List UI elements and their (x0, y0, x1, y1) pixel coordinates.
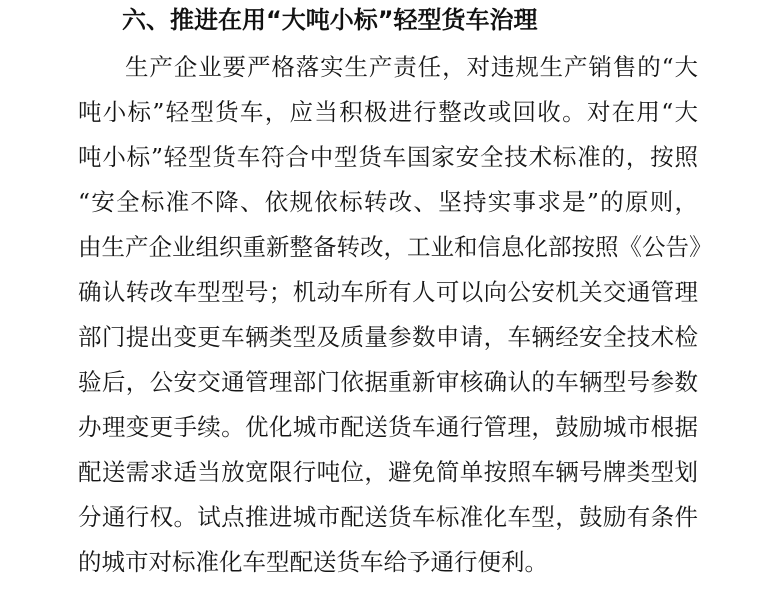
paragraph-line: 由生产企业组织重新整备转改，工业和信息化部按照《公告》 (78, 233, 713, 261)
paragraph-line: 验后，公安交通管理部门依据重新审核确认的车辆型号参数 (78, 368, 698, 396)
paragraph-line: 确认转改车型型号；机动车所有人可以向公安机关交通管理 (78, 278, 698, 306)
paragraph-line: 办理变更手续。优化城市配送货车通行管理，鼓励城市根据 (78, 413, 698, 441)
paragraph-line: 吨小标”轻型货车符合中型货车国家安全技术标准的，按照 (78, 143, 698, 171)
paragraph-line: 生产企业要严格落实生产责任，对违规生产销售的“大 (125, 53, 698, 81)
paragraph-line: 分通行权。试点推进城市配送货车标准化车型，鼓励有条件 (78, 503, 698, 531)
paragraph-line: 吨小标”轻型货车，应当积极进行整改或回收。对在用“大 (78, 98, 698, 126)
body-paragraph (78, 45, 713, 585)
paragraph-line: 部门提出变更车辆类型及质量参数申请，车辆经安全技术检 (78, 323, 698, 351)
paragraph-line: 配送需求适当放宽限行吨位，避免简单按照车辆号牌类型划 (78, 458, 698, 486)
section-heading: 六、推进在用“大吨小标”轻型货车治理 (122, 6, 538, 34)
paragraph-line: 的城市对标准化车型配送货车给予通行便利。 (78, 548, 548, 576)
paragraph-line: “安全标准不降、依规依标转改、坚持实事求是”的原则， (78, 188, 698, 216)
